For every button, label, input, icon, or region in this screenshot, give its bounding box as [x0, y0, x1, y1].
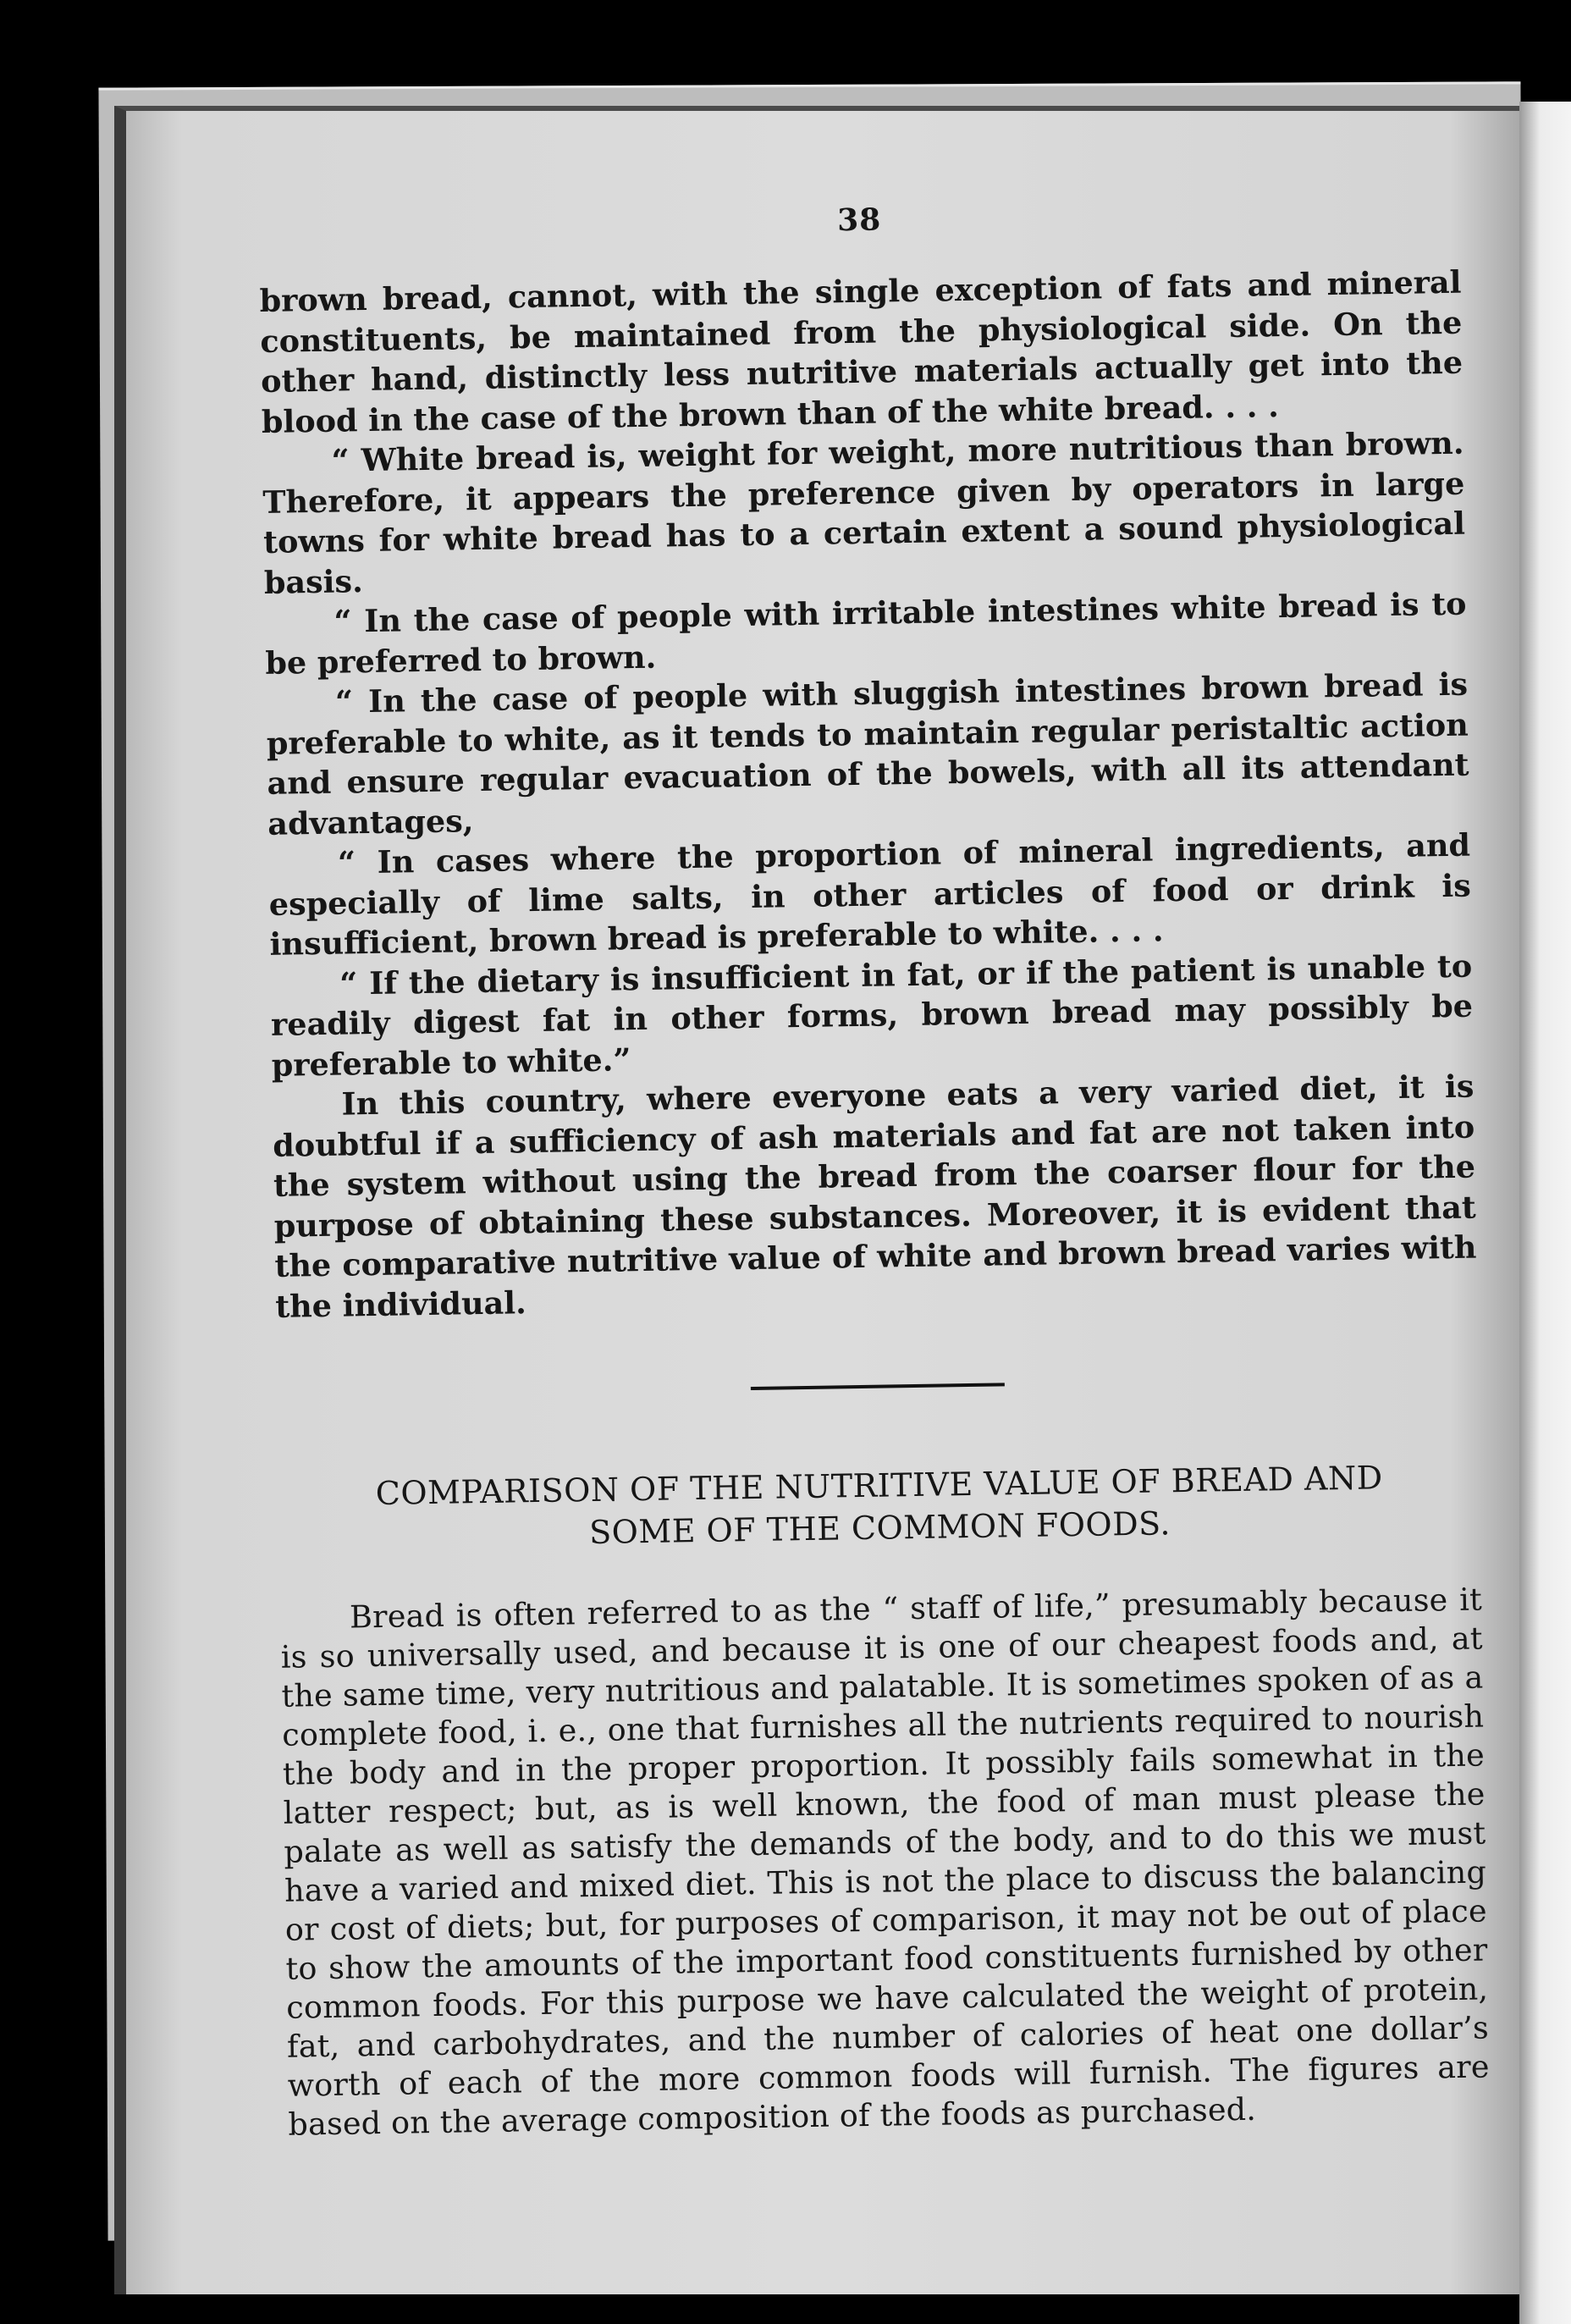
- paragraph: “ In the case of people with sluggish intestines brown bread is preferable to white, as it tends to maintain regular peristaltic action and ensure regular evacuation of the bowels, with all its attendant advantages,: [266, 665, 1469, 842]
- paragraph: “ In cases where the proportion of mineral ingredients, and especially of lime salts, in other articles of food or drink is insufficient, brown bread is preferable to white. . . .: [268, 826, 1472, 963]
- section-divider: [751, 1383, 1005, 1390]
- section-heading-line: SOME OF THE COMMON FOODS.: [588, 1504, 1171, 1552]
- paragraph: brown bread, cannot, with the single exception of fats and mineral constituents, be maintained from the physiological side. On the other hand, distinctly less nutritive materials actually get into the blood in the case of the brown than of the white bread. . . .: [259, 263, 1464, 440]
- page-content: [258, 193, 1491, 2145]
- section-heading: [278, 1455, 1480, 1559]
- section-heading-line: COMPARISON OF THE NUTRITIVE VALUE OF BREAD AND: [375, 1459, 1383, 1513]
- paragraph: “ White bread is, weight for weight, more nutritious than brown. Therefore, it appears the preference given by operators in large towns for white bread has to a certain extent a sound physiological basis.: [262, 424, 1466, 601]
- page-number: 38: [836, 201, 882, 239]
- paragraph: In this country, where everyone eats a very varied diet, it is doubtful if a sufficiency of ash materials and fat are not taken into the system without using the bread from the coarser flour for the purpose of obtaining these substances. Moreover, it is evident that the comparative nutritive value of white and brown bread varies with the individual.: [272, 1068, 1477, 1325]
- section-body: Bread is often referred to as the “ staff of life,” presumably because it is so universally used, and because it is one of our cheapest foods and, at the same time, very nutritious and palatable. It is sometimes spoken of as a complete food, i. e., one that furnishes all the nutrients required to nourish the body and in the proper proportion. It possibly fails somewhat in the latter respect; but, as is well known, the food of man must please the palate as well as satisfy the demands of the body, and to do this we must have a varied and mixed diet. This is not the place to discuss the balancing or cost of diets; but, for purposes of comparison, it may not be out of place to show the amounts of the important food constituents furnished by other common foods. For this purpose we have calculated the weight of protein, fat, and carbohydrates, and the number of calories of heat one dollar’s worth of each of the more common foods will furnish. The figures are based on the average composition of the foods as purchased.: [280, 1581, 1490, 2143]
- paragraph: “ In the case of people with irritable intestines white bread is to be preferred to brown.: [265, 585, 1467, 682]
- paragraph: “ If the dietary is insufficient in fat, or if the patient is unable to readily digest fat in other forms, brown bread may possibly be preferable to white.”: [270, 947, 1474, 1084]
- scan-margin: [1519, 102, 1571, 2324]
